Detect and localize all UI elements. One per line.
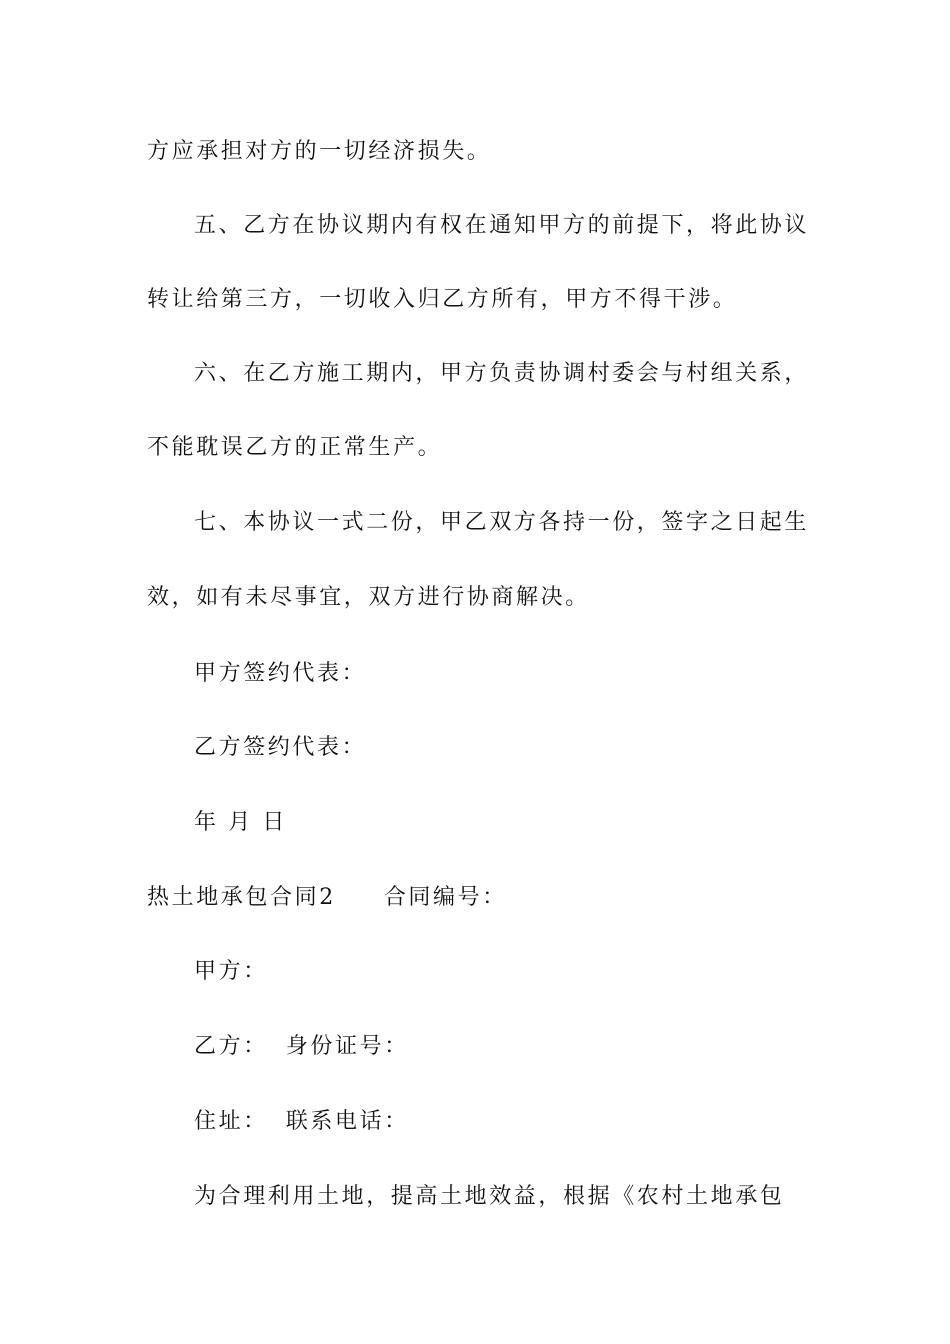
clause-seven-line1: 七、本协议一式二份，甲乙双方各持一份，签字之日起生 [194, 510, 810, 535]
paragraph-line: 方应承担对方的一切经济损失。 [147, 139, 492, 164]
contract-title-line [147, 883, 507, 913]
address-field-line [194, 1107, 409, 1137]
phone-label: 联系电话： [285, 1109, 409, 1134]
clause-six-line1: 六、在乙方施工期内，甲方负责协调村委会与村组关系， [194, 361, 810, 386]
contract-intro-line: 为合理利用土地，提高土地效益，根据《农村土地承包 [194, 1184, 785, 1209]
clause-five-line2: 转让给第三方，一切收入归乙方所有，甲方不得干涉。 [147, 287, 738, 312]
contract-number-label: 合同编号： [383, 885, 507, 910]
party-b-label: 乙方： [194, 1034, 268, 1059]
party-a-signatory: 甲方签约代表： [194, 661, 367, 686]
clause-seven-line2: 效，如有未尽事宜，双方进行协商解决。 [147, 585, 590, 610]
id-number-label: 身份证号： [285, 1034, 409, 1059]
clause-six-line2: 不能耽误乙方的正常生产。 [147, 435, 443, 460]
address-label: 住址： [194, 1109, 268, 1134]
date-line: 年 月 日 [194, 810, 287, 835]
party-b-signatory: 乙方签约代表： [194, 735, 367, 760]
party-a-field: 甲方： [194, 959, 268, 984]
contract-title: 热土地承包合同2 [147, 885, 336, 910]
party-b-field-line [194, 1032, 409, 1062]
clause-five-line1: 五、乙方在协议期内有权在通知甲方的前提下，将此协议 [194, 213, 810, 238]
